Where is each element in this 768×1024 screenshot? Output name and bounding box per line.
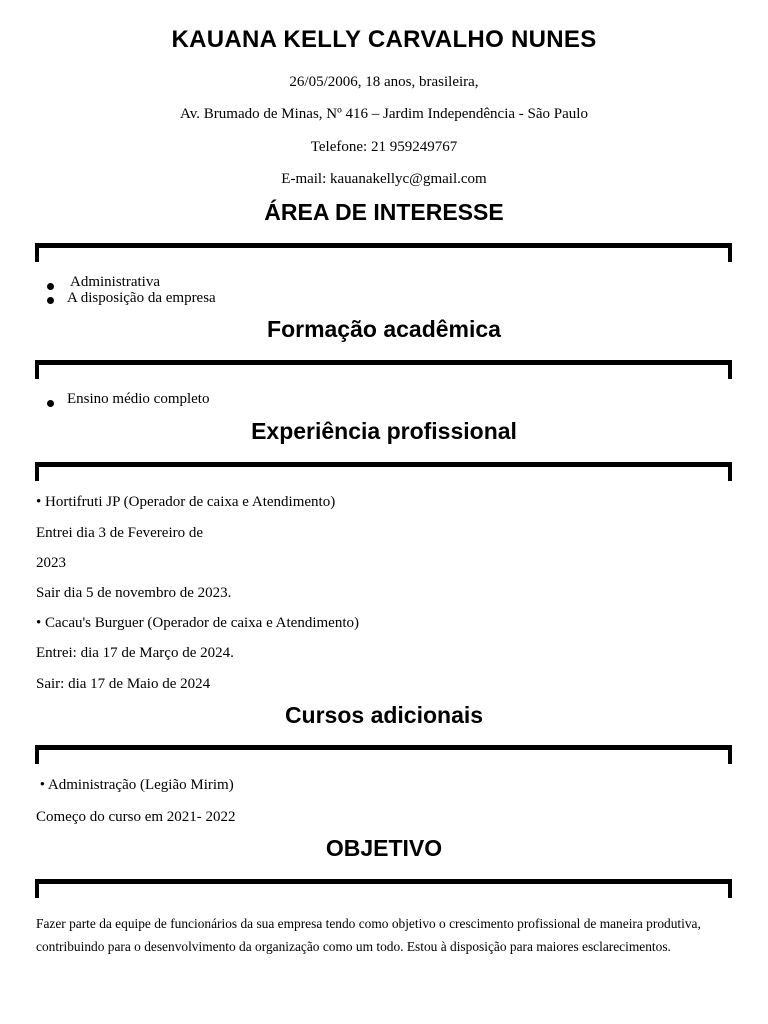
section-divider	[35, 462, 732, 481]
experience-line: 2023	[36, 555, 66, 571]
bullet-icon	[47, 283, 54, 290]
address-info: Av. Brumado de Minas, Nº 416 – Jardim Independência - São Paulo	[180, 106, 588, 122]
bullet-icon	[47, 400, 54, 407]
experience-line: Sair dia 5 de novembro de 2023.	[36, 585, 232, 601]
list-item: Administrativa	[70, 274, 160, 290]
list-item: Ensino médio completo	[67, 391, 210, 407]
section-title-area-interesse: ÁREA DE INTERESSE	[264, 199, 504, 225]
section-title-objetivo: OBJETIVO	[325, 835, 443, 861]
bullet-icon	[47, 297, 54, 304]
section-title-formacao: Formação acadêmica	[267, 316, 501, 342]
section-divider	[35, 879, 732, 898]
phone-info: Telefone: 21 959249767	[310, 139, 458, 155]
section-divider	[35, 360, 732, 379]
experience-line: • Cacau's Burguer (Operador de caixa e Atendimento)	[36, 615, 359, 631]
section-title-cursos: Cursos adicionais	[284, 702, 484, 728]
experience-line: Sair: dia 17 de Maio de 2024	[36, 676, 211, 692]
course-line: • Administração (Legião Mirim)	[36, 777, 234, 793]
list-item: A disposição da empresa	[67, 290, 216, 306]
experience-line: Entrei dia 3 de Fevereiro de	[36, 525, 204, 541]
section-divider	[35, 243, 732, 262]
email-info: E-mail: kauanakellyc@gmail.com	[281, 171, 487, 187]
candidate-name: KAUANA KELLY CARVALHO NUNES	[171, 26, 597, 53]
section-divider	[35, 745, 732, 764]
section-title-experiencia: Experiência profissional	[251, 418, 517, 444]
birth-info: 26/05/2006, 18 anos, brasileira,	[289, 74, 479, 90]
objective-paragraph: Fazer parte da equipe de funcionários da sua empresa tendo como objetivo o crescimento profissional de maneira produtiva, contribuindo para o desenvolvimento da organização como um todo. Estou à disposição para maiores esclarecimentos.	[36, 916, 701, 954]
experience-line: Entrei: dia 17 de Março de 2024.	[36, 645, 234, 661]
course-line: Começo do curso em 2021- 2022	[36, 809, 236, 825]
experience-line: • Hortifruti JP (Operador de caixa e Atendimento)	[36, 494, 336, 510]
